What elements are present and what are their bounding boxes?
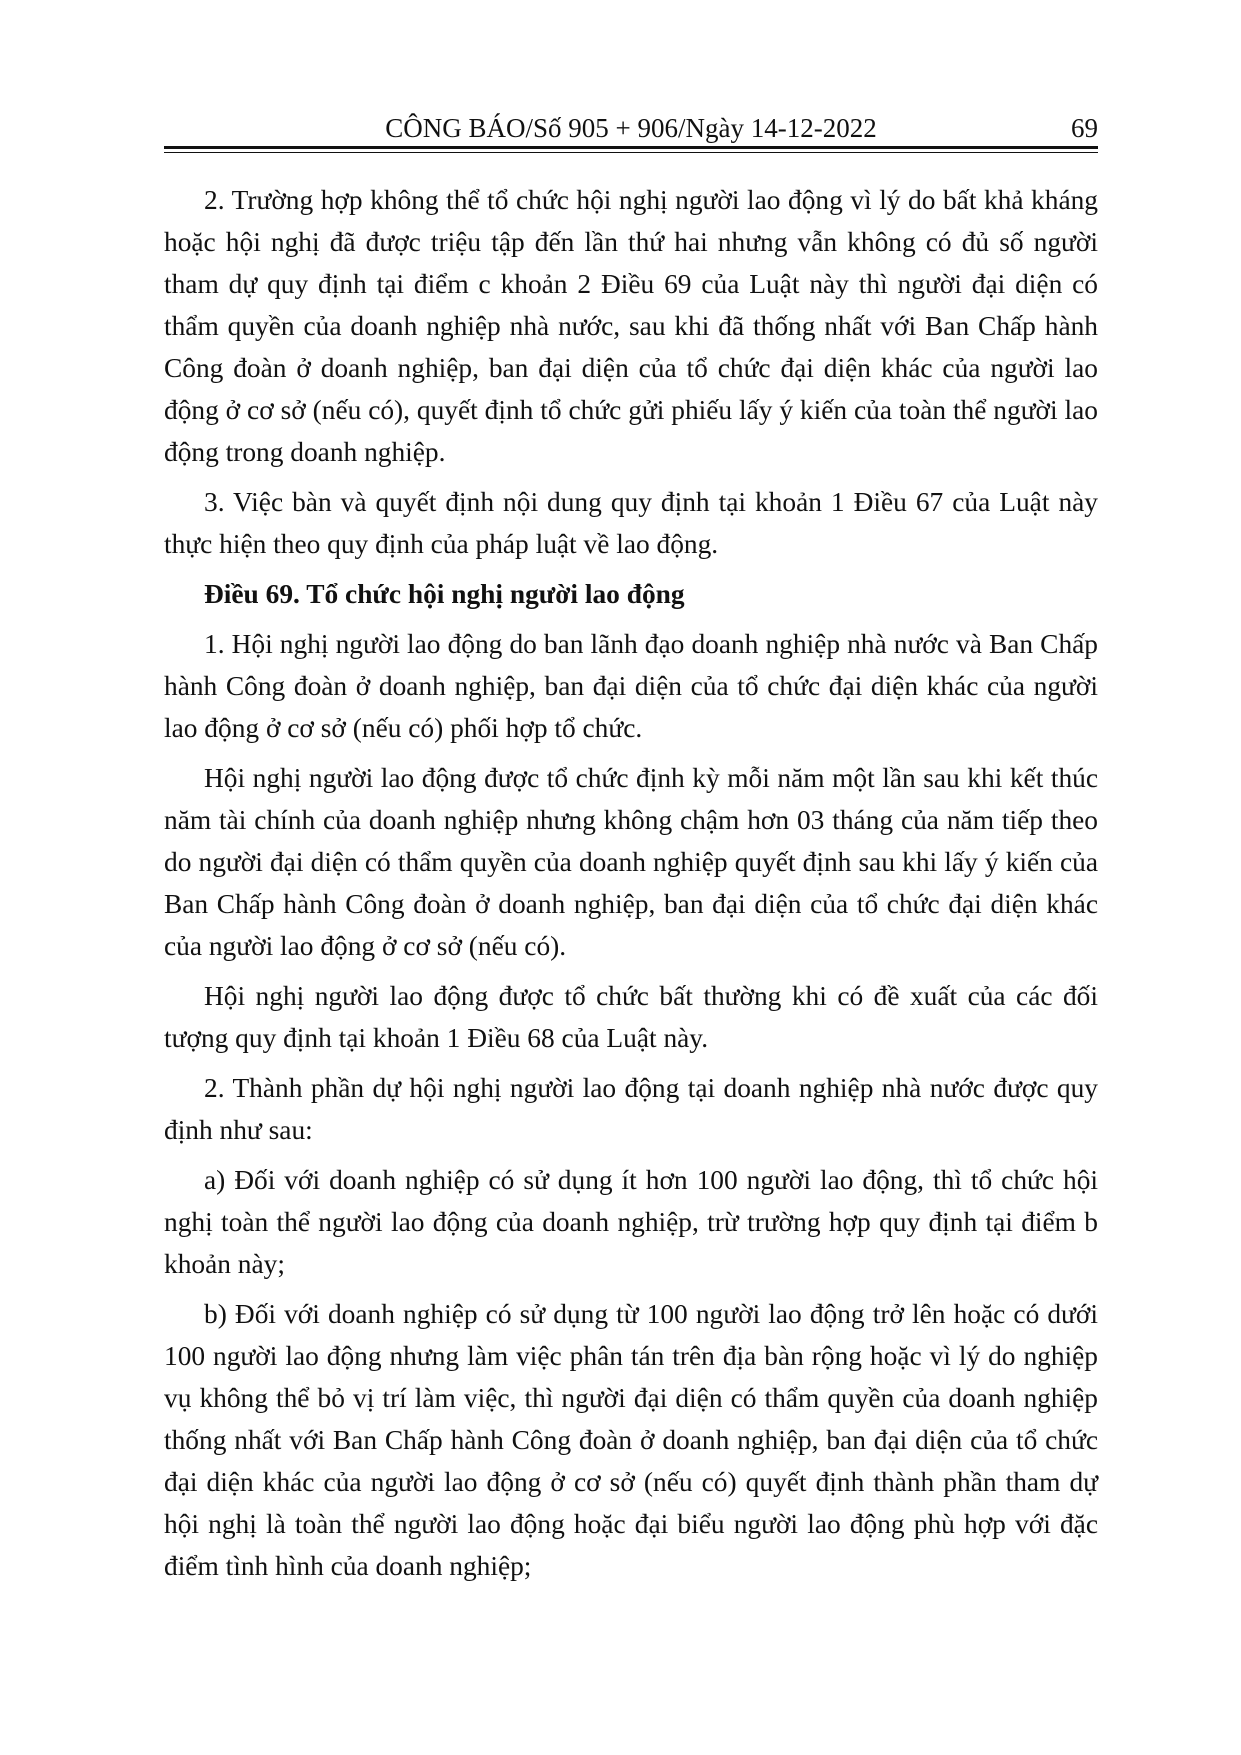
- gazette-header-title: CÔNG BÁO/Số 905 + 906/Ngày 14-12-2022: [385, 113, 877, 143]
- document-body: [164, 179, 1098, 1595]
- paragraph-extraordinary-conference: Hội nghị người lao động được tổ chức bất thường khi có đề xuất của các đối tượng quy định tại khoản 1 Điều 68 của Luật này.: [164, 981, 1098, 1053]
- header-rule-thin: [164, 152, 1098, 153]
- article-69-heading: Điều 69. Tổ chức hội nghị người lao động: [204, 579, 685, 609]
- paragraph-point-b: b) Đối với doanh nghiệp có sử dụng từ 100 người lao động trở lên hoặc có dưới 100 người lao động nhưng làm việc phân tán trên địa bàn rộng hoặc vì lý do nghiệp vụ không thể bỏ vị trí làm việc, thì người đại diện có thẩm quyền của doanh nghiệp thống nhất với Ban Chấp hành Công đoàn ở doanh nghiệp, ban đại diện của tổ chức đại diện khác của người lao động ở cơ sở (nếu có) quyết định thành phần tham dự hội nghị là toàn thể người lao động hoặc đại biểu người lao động phù hợp với đặc điểm tình hình của doanh nghiệp;: [164, 1299, 1098, 1581]
- paragraph-point-a: a) Đối với doanh nghiệp có sử dụng ít hơn 100 người lao động, thì tổ chức hội nghị toàn thể người lao động của doanh nghiệp, trừ trường hợp quy định tại điểm b khoản này;: [164, 1165, 1098, 1279]
- page-header: [164, 108, 1098, 148]
- header-rule-thick: [164, 146, 1098, 149]
- page-number: 69: [1071, 113, 1098, 143]
- paragraph-clause-3: 3. Việc bàn và quyết định nội dung quy định tại khoản 1 Điều 67 của Luật này thực hiện theo quy định của pháp luật về lao động.: [164, 487, 1098, 559]
- paragraph-art69-clause-1: 1. Hội nghị người lao động do ban lãnh đạo doanh nghiệp nhà nước và Ban Chấp hành Công đoàn ở doanh nghiệp, ban đại diện của tổ chức đại diện khác của người lao động ở cơ sở (nếu có) phối hợp tổ chức.: [164, 629, 1098, 743]
- paragraph-art69-clause-2: 2. Thành phần dự hội nghị người lao động tại doanh nghiệp nhà nước được quy định như sau:: [164, 1073, 1098, 1145]
- paragraph-clause-2: 2. Trường hợp không thể tổ chức hội nghị người lao động vì lý do bất khả kháng hoặc hội nghị đã được triệu tập đến lần thứ hai nhưng vẫn không có đủ số người tham dự quy định tại điểm c khoản 2 Điều 69 của Luật này thì người đại diện có thẩm quyền của doanh nghiệp nhà nước, sau khi đã thống nhất với Ban Chấp hành Công đoàn ở doanh nghiệp, ban đại diện của tổ chức đại diện khác của người lao động ở cơ sở (nếu có), quyết định tổ chức gửi phiếu lấy ý kiến của toàn thể người lao động trong doanh nghiệp.: [164, 185, 1098, 467]
- paragraph-periodic-conference: Hội nghị người lao động được tổ chức định kỳ mỗi năm một lần sau khi kết thúc năm tài chính của doanh nghiệp nhưng không chậm hơn 03 tháng của năm tiếp theo do người đại diện có thẩm quyền của doanh nghiệp quyết định sau khi lấy ý kiến của Ban Chấp hành Công đoàn ở doanh nghiệp, ban đại diện của tổ chức đại diện khác của người lao động ở cơ sở (nếu có).: [164, 763, 1098, 961]
